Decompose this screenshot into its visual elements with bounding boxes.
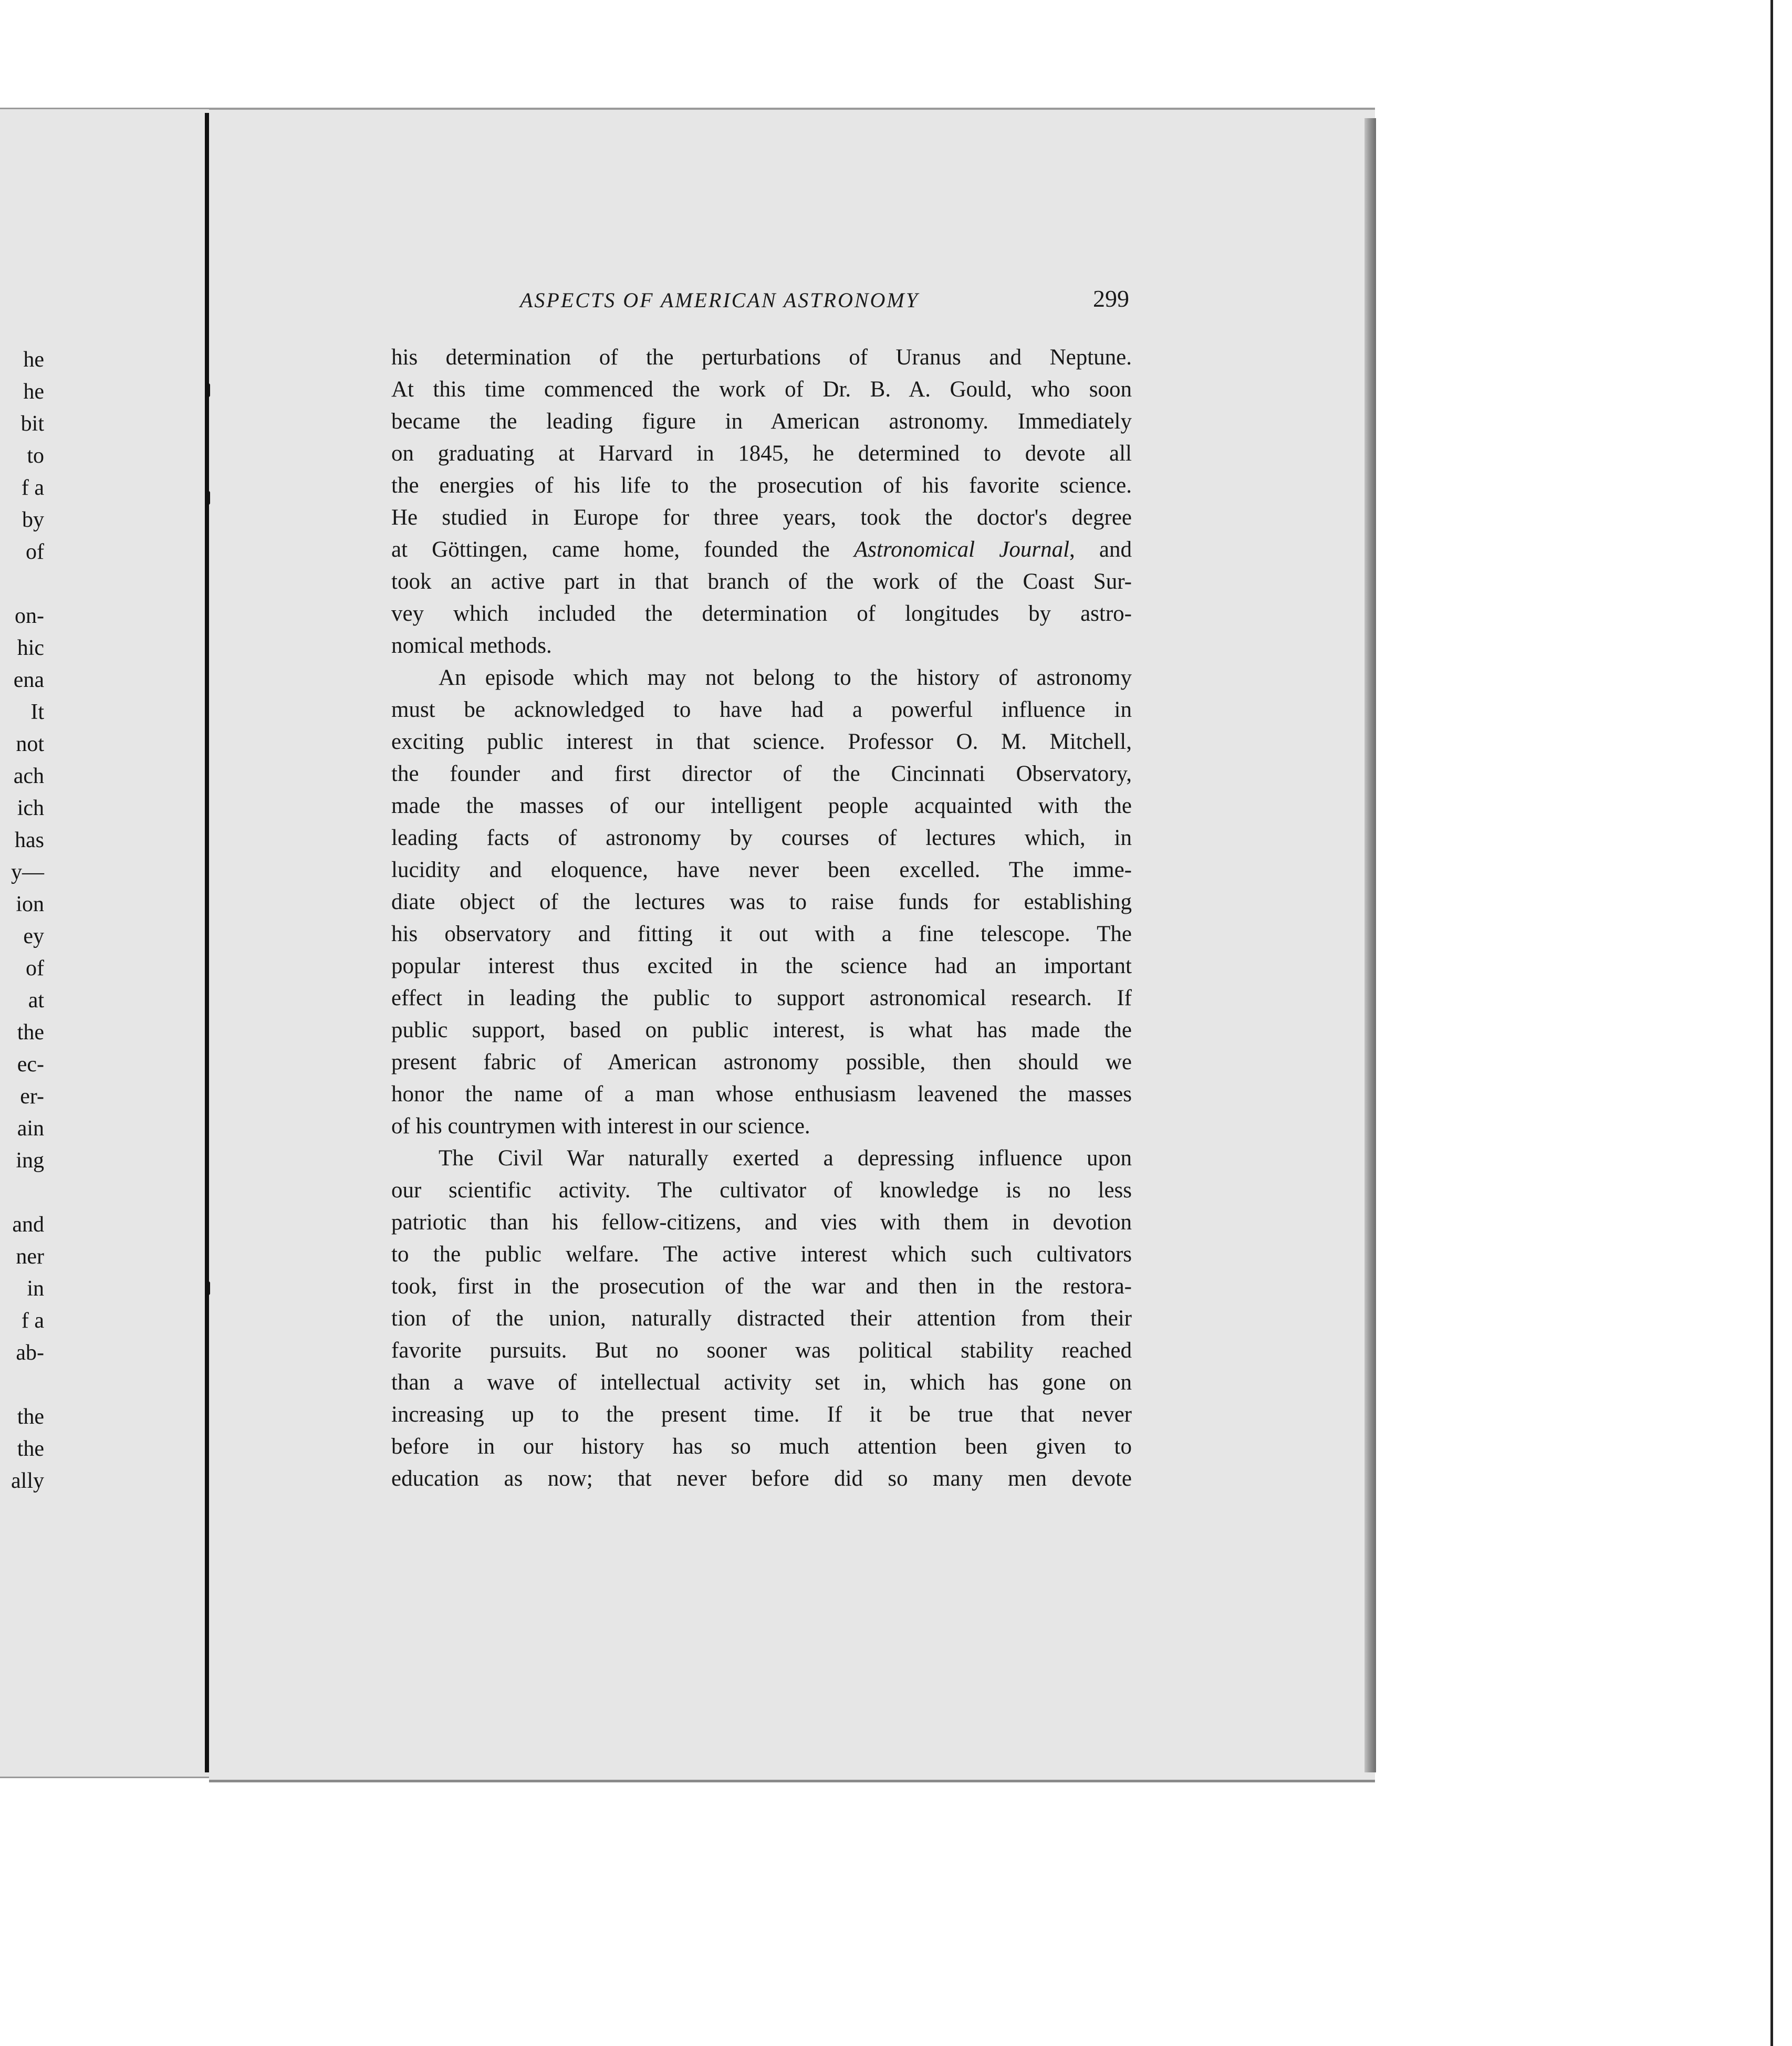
left-fragment: ner (16, 1245, 44, 1269)
left-fragment-blank (0, 1369, 44, 1401)
left-fragment: ey (23, 924, 44, 948)
text-line: must be acknowledged to have had a powerful influence in (391, 697, 1132, 722)
book-gutter (205, 113, 209, 1772)
text-line: exciting public interest in that science. Professor O. M. Mitchell, (391, 729, 1132, 754)
left-fragment: the (17, 1437, 44, 1461)
left-fragment: and (12, 1213, 44, 1237)
left-fragment: hic (17, 636, 44, 660)
left-fragment: ally (11, 1469, 44, 1493)
left-fragment: f a (21, 476, 44, 500)
text-line (391, 534, 1132, 566)
text-line: patriotic than his fellow-citizens, and vies with them in devotion (391, 1210, 1132, 1235)
page-number: 299 (1093, 285, 1129, 312)
left-fragment: the (17, 1405, 44, 1429)
text-line: on graduating at Harvard in 1845, he determined to devote all (391, 441, 1132, 466)
left-fragment: ich (17, 796, 44, 820)
line-segment: , and (1069, 537, 1132, 562)
scan-edge-line (1770, 0, 1773, 2046)
text-line: than a wave of intellectual activity set in, which has gone on (391, 1370, 1132, 1395)
running-head: ASPECTS OF AMERICAN ASTRONOMY (520, 288, 919, 312)
left-fragment: er- (20, 1084, 44, 1109)
text-line: At this time commenced the work of Dr. B. A. Gould, who soon (391, 377, 1132, 402)
left-fragment-blank (0, 1177, 44, 1209)
body-text (391, 341, 1132, 1495)
text-line: made the masses of our intelligent people acquainted with the (391, 794, 1132, 818)
left-fragment: ec- (17, 1052, 44, 1077)
binding-mark (206, 1281, 210, 1295)
text-line: honor the name of a man whose enthusiasm leavened the masses (391, 1082, 1132, 1106)
text-line: his determination of the perturbations of Uranus and Neptune. (391, 345, 1132, 370)
text-line: our scientific activity. The cultivator of knowledge is no less (391, 1178, 1132, 1203)
text-line: popular interest thus excited in the science had an important (391, 954, 1132, 978)
text-line: to the public welfare. The active interest which such cultivators (391, 1242, 1132, 1267)
text-line: He studied in Europe for three years, took the doctor's degree (391, 505, 1132, 530)
text-line: his observatory and fitting it out with a fine telescope. The (391, 922, 1132, 946)
left-fragment: on- (15, 604, 44, 628)
page-edge-shadow (1364, 118, 1376, 1772)
left-fragment: he (23, 380, 44, 404)
paragraph (391, 1142, 1132, 1495)
text-line: became the leading figure in American astronomy. Immediately (391, 409, 1132, 434)
left-fragment: f a (21, 1309, 44, 1333)
left-fragment: It (30, 700, 44, 724)
left-page-text-fragments (0, 344, 44, 1497)
text-line: The Civil War naturally exerted a depressing influence upon (439, 1146, 1132, 1171)
left-fragment: to (27, 444, 44, 468)
left-fragment: ach (13, 764, 44, 788)
left-fragment: ing (16, 1149, 44, 1173)
text-line: increasing up to the present time. If it be true that never (391, 1402, 1132, 1427)
text-line: effect in leading the public to support astronomical research. If (391, 986, 1132, 1010)
left-fragment: of (26, 540, 44, 564)
left-fragment: of (26, 956, 44, 980)
left-fragment: y— (11, 860, 44, 884)
left-fragment: at (28, 988, 44, 1012)
paragraph (391, 662, 1132, 1142)
text-line: tion of the union, naturally distracted their attention from their (391, 1306, 1132, 1331)
text-line: present fabric of American astronomy possible, then should we (391, 1050, 1132, 1074)
left-fragment: by (22, 508, 44, 532)
text-line: diate object of the lectures was to raise funds for establishing (391, 890, 1132, 914)
left-fragment: in (27, 1277, 44, 1301)
left-fragment: the (17, 1020, 44, 1045)
text-line: took, first in the prosecution of the war and then in the restora- (391, 1274, 1132, 1299)
text-line: lucidity and eloquence, have never been excelled. The imme- (391, 858, 1132, 882)
text-line: public support, based on public interest, is what has made the (391, 1018, 1132, 1042)
text-line: took an active part in that branch of the work of the Coast Sur- (391, 569, 1132, 594)
text-line: education as now; that never before did so many men devote (391, 1466, 1132, 1491)
page-header (520, 285, 1129, 325)
left-fragment: not (16, 732, 44, 756)
text-line: the energies of his life to the prosecution of his favorite science. (391, 473, 1132, 498)
text-line: favorite pursuits. But no sooner was political stability reached (391, 1338, 1132, 1363)
left-fragment: ion (16, 892, 44, 916)
journal-title: Astronomical Journal (854, 537, 1070, 562)
text-line: An episode which may not belong to the history of astronomy (439, 665, 1132, 690)
text-line: leading facts of astronomy by courses of lectures which, in (391, 826, 1132, 850)
binding-mark (206, 383, 210, 397)
paragraph (391, 341, 1132, 662)
left-fragment: ena (13, 668, 44, 692)
line-segment: at Göttingen, came home, founded the (391, 537, 854, 562)
text-line: before in our history has so much attention been given to (391, 1434, 1132, 1459)
left-fragment: ab- (16, 1341, 44, 1365)
left-fragment: he (23, 348, 44, 372)
binding-mark (206, 491, 210, 505)
text-line: the founder and first director of the Cincinnati Observatory, (391, 761, 1132, 786)
text-line: of his countrymen with interest in our science. (391, 1114, 810, 1139)
text-line: vey which included the determination of longitudes by astro- (391, 601, 1132, 626)
left-fragment: has (15, 828, 44, 852)
text-line: nomical methods. (391, 633, 552, 658)
left-fragment: bit (20, 412, 44, 436)
left-fragment: ain (17, 1116, 44, 1141)
left-fragment-blank (0, 568, 44, 600)
